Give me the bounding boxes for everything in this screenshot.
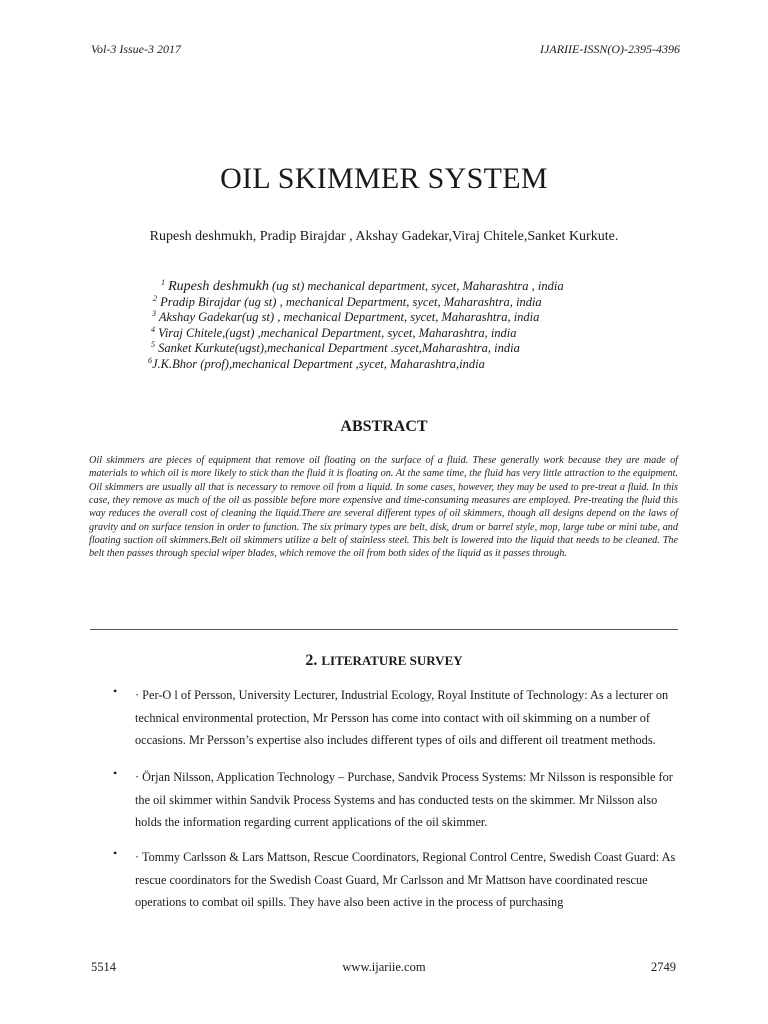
section-heading-literature-survey bbox=[0, 652, 768, 670]
author-list: Rupesh deshmukh, Pradip Birajdar , Akshay Gadekar,Viraj Chitele,Sanket Kurkute. bbox=[149, 229, 619, 244]
affiliation-line bbox=[148, 326, 668, 342]
affiliation-number: 2 bbox=[153, 293, 157, 303]
affiliation-line bbox=[148, 279, 668, 295]
affiliation-line bbox=[148, 295, 668, 311]
running-header-volume: Vol-3 Issue-3 2017 bbox=[91, 42, 181, 56]
bullet-icon: • bbox=[113, 684, 118, 698]
affiliation-text: Sanket Kurkute(ugst),mechanical Department .sycet,Maharashtra, india bbox=[158, 341, 520, 356]
section-number: 2. bbox=[305, 652, 318, 669]
abstract-heading: ABSTRACT bbox=[340, 418, 428, 435]
bullet-icon: • bbox=[113, 766, 118, 780]
affiliation-text: (ug st) mechanical department, sycet, Maharashtra , india bbox=[268, 279, 564, 293]
affiliation-number: 3 bbox=[152, 309, 156, 319]
paper-title: OIL SKIMMER SYSTEM bbox=[220, 162, 548, 195]
affiliation-text: Pradip Birajdar (ug st) , mechanical Department, sycet, Maharashtra, india bbox=[160, 294, 542, 309]
footer-website: www.ijariie.com bbox=[342, 960, 426, 974]
section-title: LITERATURE SURVEY bbox=[321, 653, 463, 668]
affiliation-name: Rupesh deshmukh bbox=[168, 279, 269, 294]
list-item-text: · Örjan Nilsson, Application Technology – Purchase, Sandvik Process Systems: Mr Nilsson is responsible for the oil skimmer within Sandvik Process Systems and has conducted tests on the skimmer. Mr Nilsson also holds the information regarding current applications of the oil skimmer. bbox=[135, 770, 673, 830]
abstract-body: Oil skimmers are pieces of equipment that remove oil floating on the surface of a fluid. These generally work because they are made of materials to which oil is more likely to stick than the fluid it is floating on. At the same time, the fluid has very little attraction to the equipment. Oil skimmers are usually all that is necessary to remove oil from a liquid. In some cases, however, they may be used to pre-treat a fluid. In this case, they remove as much of the oil as possible before more expensive and time-consuming measures are employed. Pre-treating the fluid this way reduces the overall cost of cleaning the liquid.There are several different types of oil skimmers, though all designs depend on the laws of gravity and on surface tension in order to function. The six primary types are belt, disk, drum or barrel style, mop, large tube or mini tube, and floating suction oil skimmers.Belt oil skimmers utilize a belt of stainless steel. This belt is lowered into the liquid that needs to be cleaned. The belt then passes through special wiper blades, which remove the oil from both sides of the liquid as it passes through. bbox=[89, 455, 678, 560]
affiliation-number: 5 bbox=[151, 340, 155, 350]
section-divider bbox=[90, 629, 678, 630]
footer-page-number-right: 2749 bbox=[651, 960, 676, 974]
running-header-issn: IJARIIE-ISSN(O)-2395-4396 bbox=[540, 42, 680, 56]
affiliation-list bbox=[148, 279, 668, 373]
affiliation-number: 6 bbox=[148, 355, 152, 365]
bullet-icon: • bbox=[113, 846, 118, 860]
affiliation-line bbox=[148, 357, 668, 373]
affiliation-number: 4 bbox=[151, 324, 155, 334]
list-item-text: · Tommy Carlsson & Lars Mattson, Rescue Coordinators, Regional Control Centre, Swedish Coast Guard: As rescue coordinators for the Swedish Coast Guard, Mr Carlsson and Mr Mattson have coordinated rescue operations to combat oil spills. They have also been active in the process of purchasing bbox=[135, 850, 676, 910]
affiliation-text: Viraj Chitele,(ugst) ,mechanical Department, sycet, Maharashtra, india bbox=[158, 325, 517, 340]
affiliation-line bbox=[148, 341, 668, 357]
affiliation-line bbox=[148, 310, 668, 326]
list-item-text: · Per-O l of Persson, University Lecturer, Industrial Ecology, Royal Institute of Technology: As a lecturer on technical environmental protection, Mr Persson has come into contact with oil skimming on a number of occasions. Mr Persson’s expertise also includes different types of oils and different oil treatment methods. bbox=[135, 688, 669, 748]
affiliation-text: J.K.Bhor (prof),mechanical Department ,sycet, Maharashtra,india bbox=[152, 356, 485, 371]
affiliation-number: 1 bbox=[161, 277, 165, 287]
affiliation-text: Akshay Gadekar(ug st) , mechanical Department, sycet, Maharashtra, india bbox=[158, 310, 540, 325]
footer-page-number-left: 5514 bbox=[91, 960, 116, 974]
